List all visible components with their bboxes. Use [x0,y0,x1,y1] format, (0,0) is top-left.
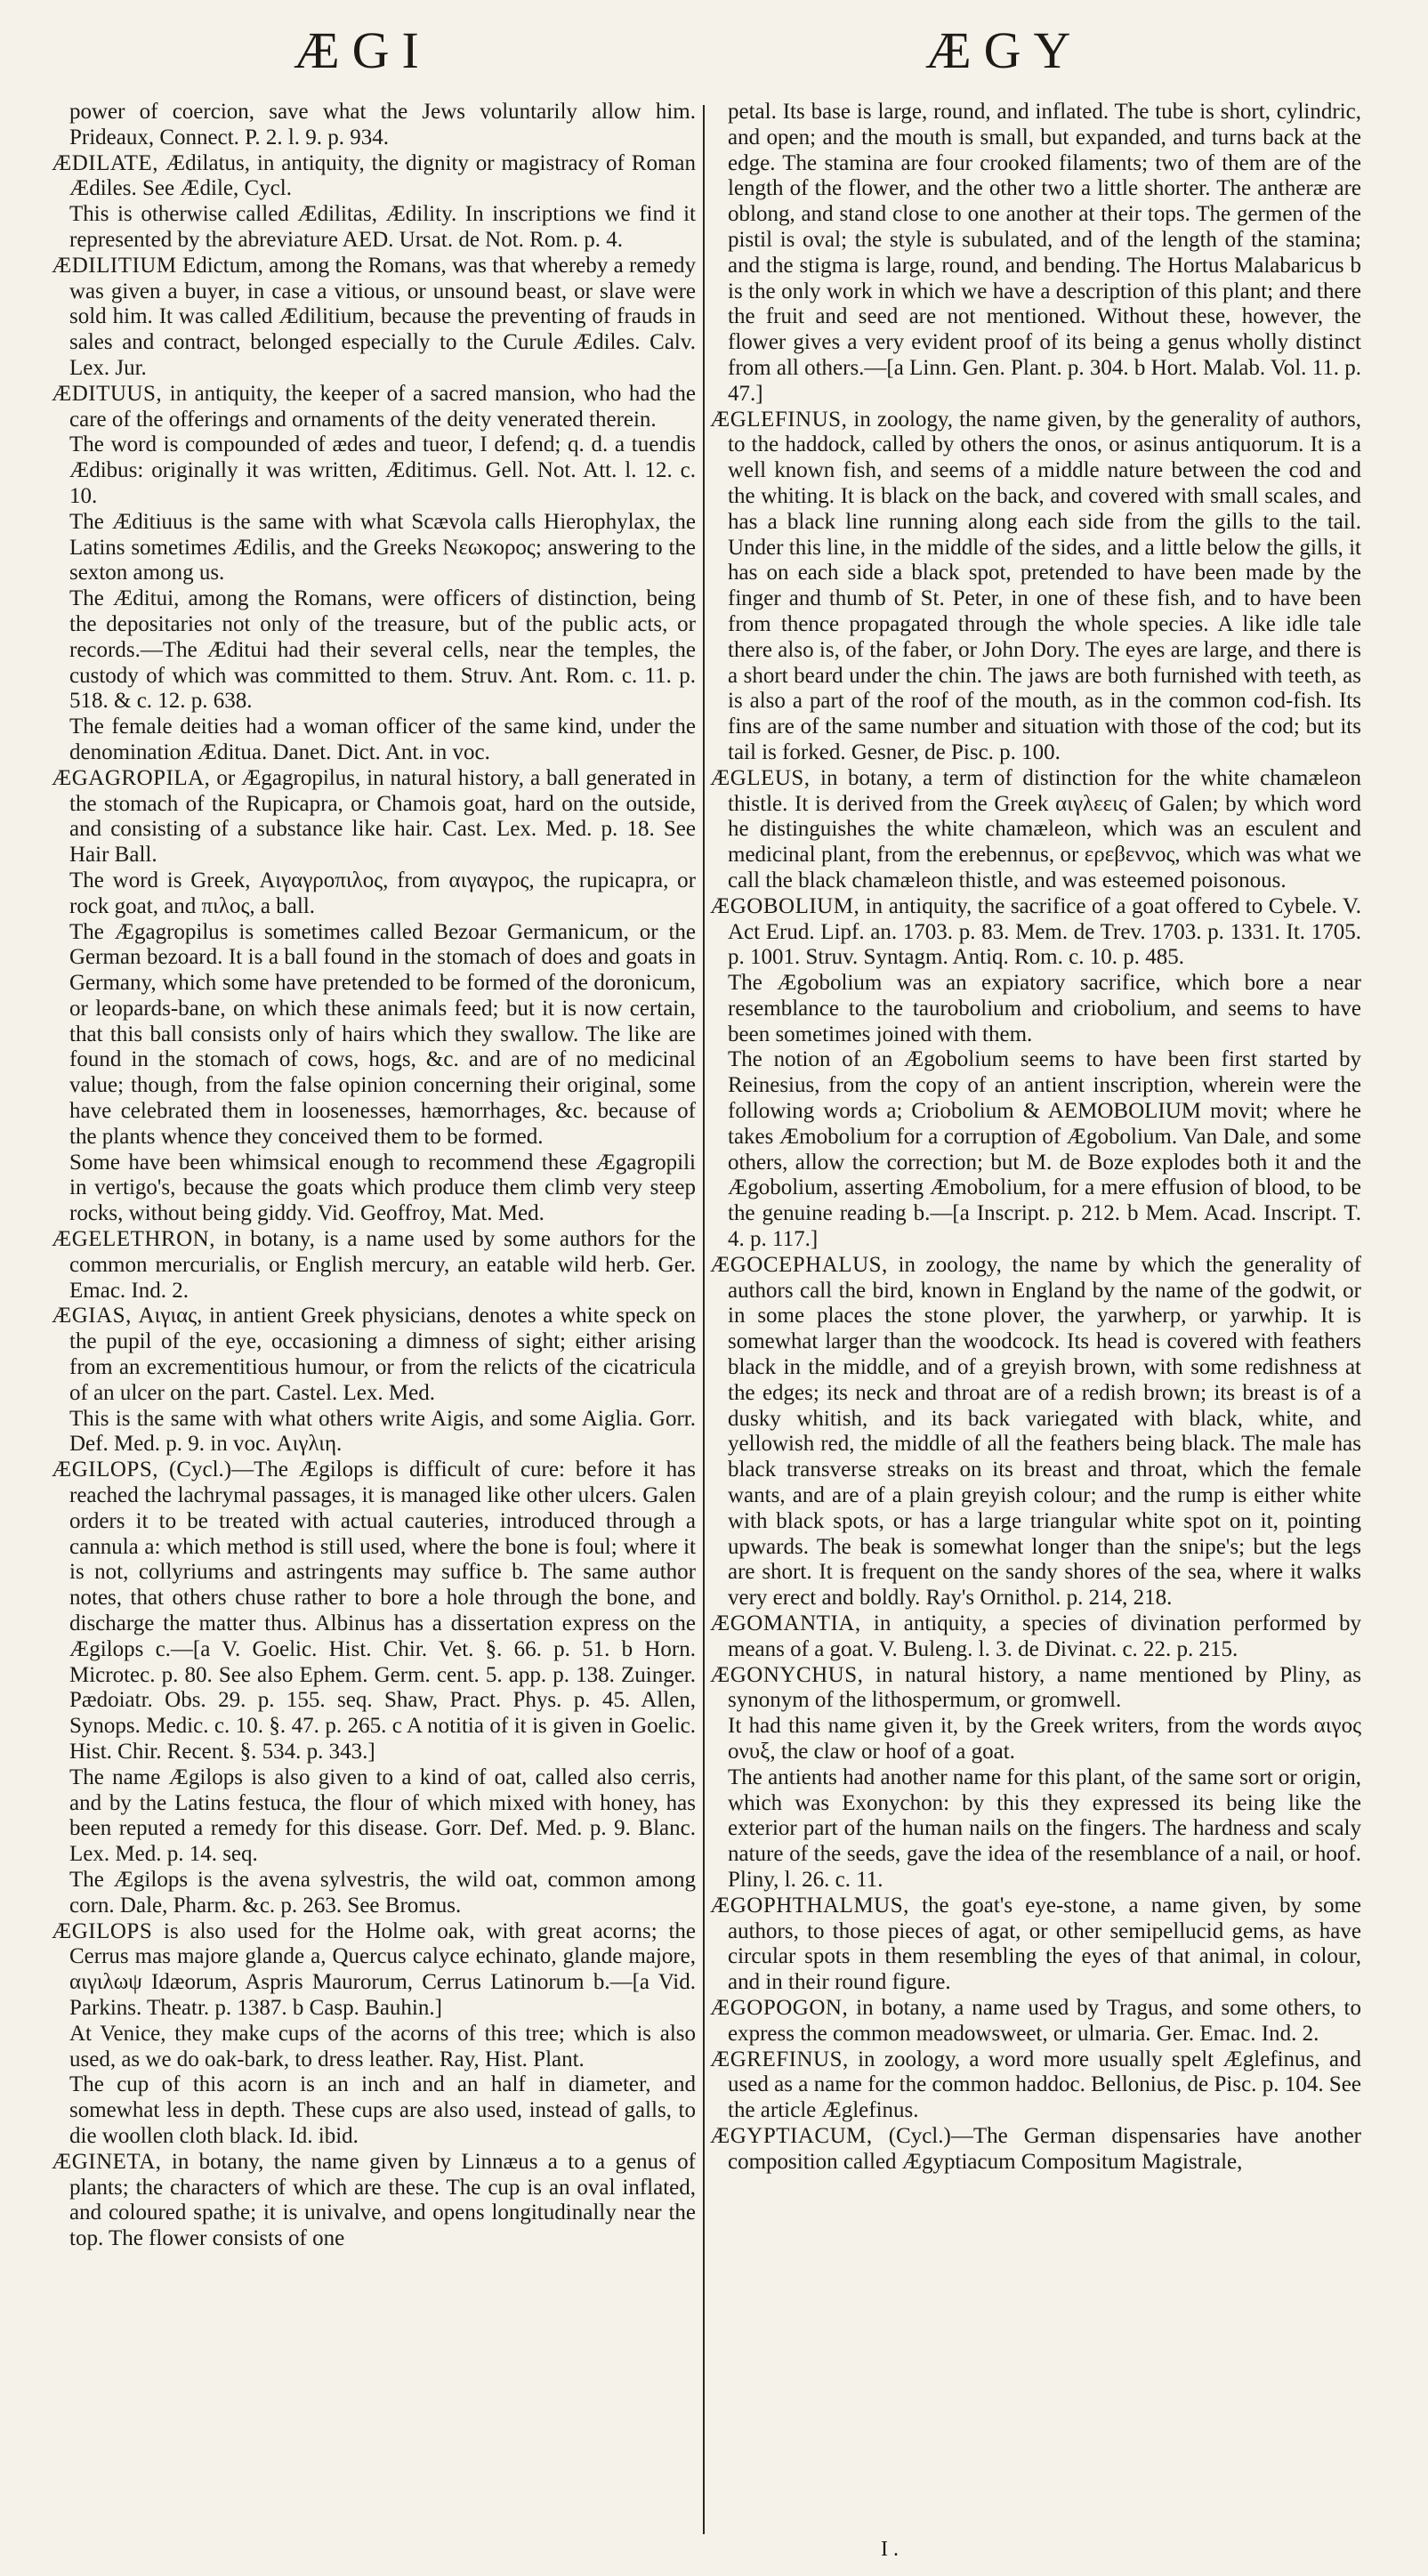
entry-text: in botany, the name given by Linnæus a to a genus of plants; the characters of which are these. The cup is an oval inflated, and coloured spathe; it is univalve, and opens longitudinally near the top. The flower consists of one [69,2149,696,2251]
entry-paragraph [52,586,696,715]
dictionary-entry [710,408,1361,766]
entry-paragraph [710,1765,1361,1894]
entry-text: The female deities had a woman officer of the same kind, under the denomination Æditua. Danet. Dict. Ant. in voc. [69,715,696,764]
entry-text: in natural history, a name mentioned by Pliny, as synonym of the lithospermum, or gromwell. [728,1662,1361,1713]
headword: ÆGLEUS, [710,765,811,790]
headword: ÆGLEFINUS, [710,407,848,432]
dictionary-entry [52,1304,696,1406]
entry-text: (Cycl.)—The Ægilops is difficult of cure: before it has reached the lachrymal passages, it is managed like other ulcers. Galen orders it to be treated with actual cauteries, introduced through a cannula a: which method is still used, where the bone is foul; where it is not, collyriums and astringents may suffice b. The same author notes, that others chuse rather to bore a hole through the bone, and discharge the matter thus. Albinus has a dissertation express on the Ægilops c.—[a V. Goelic. Hist. Chir. Vet. §. 66. p. 51. b Horn. Microtec. p. 80. See also Ephem. Germ. cent. 5. app. p. 138. Zuinger. Pædoiatr. Obs. 29. p. 155. seq. Shaw, Pract. Phys. p. 45. Allen, Synops. Medic. c. 10. §. 47. p. 265. c A notitia of it is given in Goelic. Hist. Chir. Recent. §. 534. p. 343.] [69,1458,696,1764]
entry-text: in antiquity, a species of divination performed by means of a goat. V. Buleng. l. 3. de Divinat. c. 22. p. 215. [728,1611,1361,1661]
headword: ÆGILOPS [52,1918,153,1943]
entry-paragraph [710,1047,1361,1252]
entry-text: The word is compounded of ædes and tueor, I defend; q. d. a tuendis Ædibus: originally it was written, Æditimus. Gell. Not. Att. l. 12. c. 10. [69,432,696,508]
dictionary-entry [52,382,696,433]
headword: ÆGREFINUS, [710,2047,849,2071]
entry-text: in antiquity, the keeper of a sacred mansion, who had the care of the offerings and ornaments of the deity venerated therein. [69,381,696,432]
headword: ÆDITUUS, [52,381,163,406]
running-head-right: ÆGY [925,21,1084,79]
entry-text: (Cycl.)—The German dispensaries have another composition called Ægyptiacum Compositum Magistrale, [728,2123,1361,2174]
dictionary-entry [710,1611,1361,1663]
dictionary-entry [710,2047,1361,2124]
column-rule [703,105,705,2534]
entry-text: It had this name given it, by the Greek writers, from the words αιγος ονυξ, the claw or hoof of a goat. [728,1714,1361,1764]
dictionary-entry [710,1894,1361,1996]
dictionary-entry [52,2150,696,2252]
dictionary-entry [710,894,1361,971]
entry-text: or Ægagropilus, in natural history, a ball generated in the stomach of the Rupicapra, or Chamois goat, hard on the outside, and consisting of a substance like hair. Cast. Lex. Med. p. 18. See Hair Ball. [69,765,696,868]
headword: ÆGELETHRON, [52,1227,215,1252]
right-column [710,100,1361,2529]
headword: ÆGYPTIACUM, [710,2123,873,2148]
entry-text: petal. Its base is large, round, and inflated. The tube is short, cylindric, and open; and the mouth is small, but expanded, and turns back at the edge. The stamina are four crooked filaments; two of them are of the length of the flower, and the other two a little shorter. The antheræ are oblong, and stand close to one another at their tops. The germen of the pistil is oval; the style is subulated, and of the length of the stamina; and the stigma is large, round, and bending. The Hortus Malabaricus b is the only work in which we have a description of this plant; and there the fruit and seed are not mentioned. Without these, however, the flower gives a very evident proof of its being a genus wholly distinct from all others.—[a Linn. Gen. Plant. p. 304. b Hort. Malab. Vol. 11. p. 47.] [728,100,1361,406]
left-column [52,100,696,2529]
entry-text: power of coercion, save what the Jews voluntarily allow him. Prideaux, Connect. P. 2. l. 9. p. 934. [69,100,696,149]
entry-text: At Venice, they make cups of the acorns of this tree; which is also used, as we do oak-bark, to dress leather. Ray, Hist. Plant. [69,2021,696,2071]
headword: ÆGOCEPHALUS, [710,1252,888,1277]
entry-text: This is the same with what others write Aigis, and some Aiglia. Gorr. Def. Med. p. 9. in voc. Αιγλιη. [69,1406,696,1457]
headword: ÆDILITIUM [52,253,177,278]
entry-text: in zoology, the name given, by the generality of authors, to the haddock, called by others the onos, or asinus antiquorum. It is a well known fish, and seems of a middle nature between the cod and the whiting. It is black on the back, and covered with small scales, and has a black line running along each side from the gills to the tail. Under this line, in the middle of the sides, and a little below the gills, it has on each side a black spot, pretended to have been made by the finger and thumb of St. Peter, in one of these fish, and to have been from thence propagated through the whole species. A like idle tale there also is, of the faber, or John Dory. The eyes are large, and there is a short beard under the chin. The jaws are both furnished with teeth, as is also a part of the roof of the mouth, as in the common cod-fish. Its fins are of the same number and situation with those of the cod; but its tail is forked. Gesner, de Pisc. p. 100. [728,407,1361,764]
signature-mark: I . [881,2538,899,2561]
entry-text: is also used for the Holme oak, with great acorns; the Cerrus mas majore glande a, Quercus calyce echinato, glande majore, αιγιλωψ Idæorum, Aspris Maurorum, Cerrus Latinorum b.—[a Vid. Parkins. Theatr. p. 1387. b Casp. Bauhin.] [69,1918,696,2020]
entry-paragraph [52,1407,696,1458]
entry-paragraph [52,868,696,920]
entry-text: Some have been whimsical enough to recommend these Ægagropili in vertigo's, because the goats which produce them climb very steep rocks, without being giddy. Vid. Geoffroy, Mat. Med. [69,1150,696,1226]
entry-paragraph [52,100,696,151]
entry-text: This is otherwise called Ædilitas, Ædility. In inscriptions we find it represented by the abreviature AED. Ursat. de Not. Rom. p. 4. [69,202,696,252]
entry-text: The Æditui, among the Romans, were officers of distinction, being the depositaries not only of the treasure, but of the public acts, or records.—The Æditui had their several cells, near the temples, the custody of which was committed to them. Struv. Ant. Rom. c. 11. p. 518. & c. 12. p. 638. [69,586,696,714]
entry-paragraph [52,920,696,1151]
dictionary-entry [52,766,696,868]
entry-paragraph [52,202,696,254]
headword: ÆGOPOGON, [710,1995,849,2020]
headword: ÆGINETA, [52,2149,162,2174]
dictionary-entry [52,1227,696,1304]
entry-text: The word is Greek, Αιγαγροπιλος, from αιγαγρος, the rupicapra, or rock goat, and πιλος, a ball. [69,868,696,918]
running-head-left: ÆGI [294,21,432,79]
entry-text: Αιγιας, in antient Greek physicians, denotes a white speck on the pupil of the eye, occasioning a dimness of sight; either arising from an excrementitious humour, or from the relicts of the cicatricula of an ulcer on the part. Castel. Lex. Med. [69,1304,696,1405]
entry-text: The notion of an Ægobolium seems to have been first started by Reinesius, from the copy of an antient inscription, wherein were the following words a; Criobolium & AEMOBOLIUM movit; where he takes Æmobolium for a corruption of Ægobolium. Van Dale, and some others, allow the correction; but M. de Boze explodes both it and the Ægobolium, asserting Æmobolium, for a mere effusion of blood, to be the genuine reading b.—[a Inscript. p. 212. b Mem. Acad. Inscript. T. 4. p. 117.] [728,1047,1361,1252]
headword: ÆGOMANTIA, [710,1611,861,1636]
entry-text: Ædilatus, in antiquity, the dignity or magistracy of Roman Ædiles. See Ædile, Cycl. [69,150,696,201]
headword: ÆGILOPS, [52,1458,158,1482]
entry-paragraph [52,510,696,586]
entry-text: the goat's eye-stone, a name given, by some authors, to those pieces of agat, or other semipellucid gems, as have circular spots in them resembling the eyes of that animal, in colour, and in their round figure. [728,1893,1361,1995]
entry-paragraph [710,100,1361,408]
dictionary-entry [52,254,696,382]
dictionary-entry [710,766,1361,894]
entry-text: The antients had another name for this plant, of the same sort or origin, which was Exonychon: by this they expressed its being like the exterior part of the human nails on the fingers. The hardness and scaly nature of the seeds, gave the idea of the resemblance of a nail, or hoof. Pliny, l. 26. c. 11. [728,1764,1361,1892]
dictionary-entry [52,151,696,203]
dictionary-entry [710,2124,1361,2176]
entry-paragraph [710,971,1361,1047]
entry-text: The name Ægilops is also given to a kind of oat, called also cerris, and by the Latins festuca, the flour of which mixed with honey, has been reputed a remedy for this disease. Gorr. Def. Med. p. 9. Blanc. Lex. Med. p. 14. seq. [69,1764,696,1867]
entry-paragraph [52,1151,696,1227]
dictionary-entry [710,1996,1361,2047]
entry-text: in zoology, the name by which the generality of authors call the bird, known in England by the name of the godwit, or in some places the stone plover, the yarwherp, or yarwhip. It is somewhat larger than the woodcock. Its head is covered with feathers black in the middle, and of a greyish brown, with some redishness at the edges; its neck and throat are of a redish brown; its breast is of a dusky whitish, and its back variegated with black, white, and yellowish red, the middle of all the feathers being black. The male has black transverse streaks on its breast and throat, which the female wants, and are of a plain greyish colour; and the rump is either white with black spots, or has a large triangular white spot on it, pointing upwards. The beak is somewhat longer than the snipe's; but the legs are short. It is frequent on the sandy shores of the sea, where it walks very erect and boldly. Ray's Ornithol. p. 214, 218. [728,1252,1361,1611]
entry-paragraph [52,432,696,509]
headword: ÆGIAS, [52,1304,132,1328]
headword: ÆGOBOLIUM, [710,893,860,918]
entry-text: The Ægilops is the avena sylvestris, the wild oat, common among corn. Dale, Pharm. &c. p. 263. See Bromus. [69,1867,696,1918]
entry-paragraph [710,1714,1361,1765]
entry-text: in botany, is a name used by some authors for the common mercurialis, or English mercury, an eatable wild herb. Ger. Emac. Ind. 2. [69,1227,696,1303]
entry-text: Edictum, among the Romans, was that whereby a remedy was given a buyer, in case a vitious, or unsound beast, or slave were sold him. It was called Ædilitium, because the preventing of frauds in sales and contract, belonged especially to the Curule Ædiles. Calv. Lex. Jur. [69,253,696,380]
entry-paragraph [52,2022,696,2073]
headword: ÆGONYCHUS, [710,1662,864,1687]
entry-paragraph [52,715,696,766]
dictionary-entry [52,1919,696,2022]
headword: ÆGAGROPILA, [52,765,211,790]
entry-paragraph [52,1868,696,1919]
dictionary-entry [710,1253,1361,1611]
entry-text: The Æditiuus is the same with what Scævola calls Hierophylax, the Latins sometimes Ædilis, and the Greeks Νεωκορος; answering to the sexton among us. [69,509,696,585]
dictionary-entry [52,1458,696,1765]
entry-paragraph [52,1765,696,1868]
entry-text: The Ægagropilus is sometimes called Bezoar Germanicum, or the German bezoard. It is a ball found in the stomach of does and goats in Germany, which some have pretended to be formed of the doronicum, or leopards-bane, on which these animals feed; but it is now certain, that this ball consists only of hairs which they swallow. The like are found in the stomach of cows, hogs, &c. and are of no medicinal value; though, from the false opinion concerning their original, some have celebrated them in loosenesses, hæmorrhages, &c. because of the plants whence they conceived them to be formed. [69,919,696,1149]
entry-text: in antiquity, the sacrifice of a goat offered to Cybele. V. Act Erud. Lipf. an. 1703. p. 83. Mem. de Trev. 1703. p. 1331. It. 1705. p. 1001. Struv. Syntagm. Antiq. Rom. c. 10. p. 485. [728,893,1361,970]
headword: ÆGOPHTHALMUS, [710,1893,909,1918]
dictionary-entry [710,1663,1361,1715]
entry-text: in botany, a name used by Tragus, and some others, to express the common meadowsweet, or ulmaria. Ger. Emac. Ind. 2. [728,1995,1361,2046]
entry-text: The Ægobolium was an expiatory sacrifice, which bore a near resemblance to the taurobolium and criobolium, and seems to have been sometimes joined with them. [728,971,1361,1046]
entry-paragraph [52,2072,696,2149]
entry-text: in zoology, a word more usually spelt Æglefinus, and used as a name for the common haddoc. Bellonius, de Pisc. p. 104. See the article Æglefinus. [728,2047,1361,2123]
entry-text: in botany, a term of distinction for the white chamæleon thistle. It is derived from the Greek αιγλεεις of Galen; by which word he distinguishes the white chamæleon, which was an esculent and medicinal plant, from the erebennus, or ερεβεννος, which was what we call the black chamæleon thistle, and was esteemed poisonous. [728,765,1361,892]
headword: ÆDILATE, [52,150,158,175]
entry-text: The cup of this acorn is an inch and an half in diameter, and somewhat less in depth. These cups are also used, instead of galls, to die woollen cloth black. Id. ibid. [69,2072,696,2148]
